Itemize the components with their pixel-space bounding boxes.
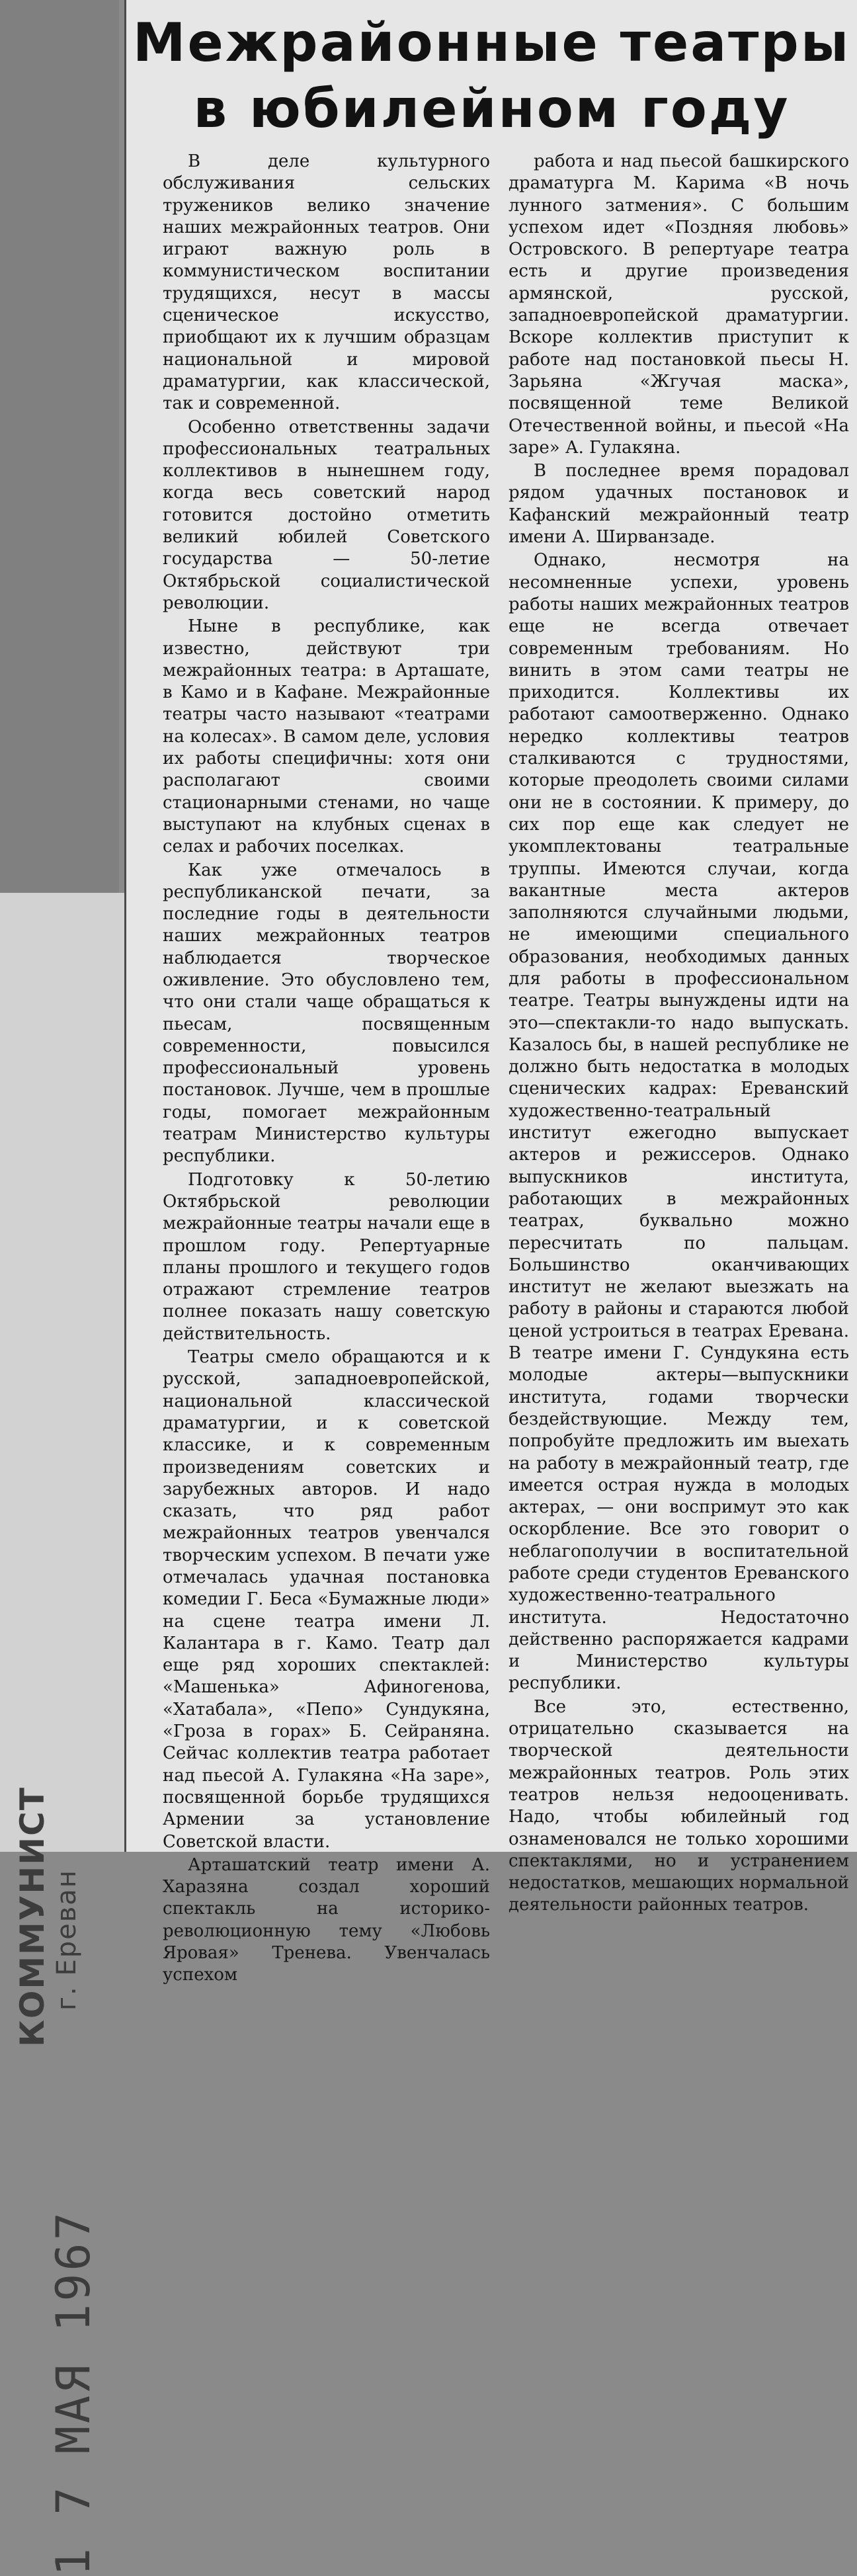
paragraph: Однако, несмотря на несомненные успехи, уровень работы наших межрайонных театров еще не всегда отвечает современным требованиям. Но винить в этом сами театры не приходится. Коллективы их работают самоотверженно. Однако нередко коллективы театров сталкиваются с трудностями, которые преодолеть своими силами они не в состоянии. К примеру, до сих пор еще как следует не укомплектованы театральные труппы. Имеются случаи, когда вакантные места актеров заполняются случайными людьми, не имеющими специального образования, необходимых данных для работы в профессиональном театре. Театры вынуждены идти на это—спектакли-то надо выпускать. Казалось бы, в нашей республике не должно быть недостатка в молодых сценических кадрах: Ереванский художественно-театральный институт ежегодно выпускает актеров и режиссеров. Однако выпускников института, работающих в межрайонных театрах, буквально можно пересчитать по пальцам. Большинство оканчивающих институт не желают выезжать на работу в районы и стараются любой ценой устроиться в театрах Еревана. В театре имени Г. Сундукяна есть молодые актеры—выпускники института, годами творчески бездействующие. Между тем, попробуйте предложить им выехать на работу в межрайонный театр, где имеется острая нужда в молодых актерах, — они воспримут это как оскорбление. Все это говорит о неблагополучии в воспитательной работе среди студентов Ереванского художественно-театрального института. Недостаточно действенно распоряжается кадрами и Министерство культуры республики.	[509, 550, 849, 1694]
scan-background	[0, 0, 119, 893]
article-column-right	[509, 151, 849, 1915]
paragraph: работа и над пьесой башкирского драматурга М. Карима «В ночь лунного затмения». С большим успехом идет «Поздняя любовь» Островского. В репертуаре театра есть и другие произведения армянской, русской, западноевропейской драматургии. Вскоре коллектив приступит к работе над постановкой пьесы Н. Зарьяна «Жгучая маска», посвященной теме Великой Отечественной войны, и пьесой «На заре» А. Гулакяна.	[509, 151, 849, 458]
paragraph: Подготовку к 50-летию Октябрьской революции межрайонные театры начали еще в прошлом году. Репертуарные планы прошлого и текущего годов отражают стремление театров полнее показать нашу советскую действительность.	[163, 1169, 490, 1344]
archive-stamp-card	[0, 893, 132, 2576]
headline-line-2: в юбилейном году	[193, 78, 790, 140]
date-stamp: 1 7 МАЯ 1967	[46, 2210, 101, 2576]
headline-line-1: Межрайонные театры	[132, 12, 851, 73]
paragraph: Театры смело обращаются и к русской, западноевропейской, национальной классической драматургии, и к советской классике, и к современным произведениям советских и зарубежных авторов. И надо сказать, что ряд работ межрайонных театров увенчался творческим успехом. В печати уже отмечалась удачная постановка комедии Г. Беса «Бумажные люди» на сцене театра имени Л. Калантара в г. Камо. Театр дал еще ряд хороших спектаклей: «Машенька» Афиногенова, «Хатабала», «Пепо» Сундукяна, «Гроза в горах» Б. Сейраняна. Сейчас коллектив театра работает над пьесой А. Гулакяна «На заре», посвященной борьбе трудящихся Армении за установление Советской власти.	[163, 1347, 490, 1852]
city-stamp: г. Ереван	[52, 1869, 82, 2011]
newspaper-name-stamp: КОММУНИСТ	[13, 1786, 52, 2047]
article-column-left	[163, 151, 490, 1985]
paragraph: Как уже отмечалось в республиканской печати, за последние годы в деятельности наших межрайонных театров наблюдается творческое оживление. Это обусловлено тем, что они стали чаще обращаться к пьесам, посвященным современности, повысился профессиональный уровень постановок. Лучше, чем в прошлые годы, помогает межрайонным театрам Министерство культуры республики.	[163, 860, 490, 1167]
paragraph: В последнее время порадовал рядом удачных постановок и Кафанский межрайонный театр имени А. Ширванзаде.	[509, 461, 849, 548]
paragraph: Ныне в республике, как известно, действуют три межрайонных театра: в Арташате, в Камо и в Кафане. Межрайонные театры часто называют «театрами на колесах». В самом деле, условия их работы специфичны: хотя они располагают своими стационарными стенами, но чаще выступают на клубных сценах в селах и рабочих поселках.	[163, 616, 490, 857]
paragraph: Все это, естественно, отрицательно сказывается на творческой деятельности межрайонных театров. Роль этих театров нельзя недооценивать. Надо, чтобы юбилейный год ознаменовался не только хорошими спектаклями, но и устранением недостатков, мешающих нормальной деятельности районных театров.	[509, 1696, 849, 1915]
newspaper-clipping	[124, 0, 857, 1985]
paragraph: Арташатский театр имени А. Харазяна создал хороший спектакль на историко-революционную тему «Любовь Яровая» Тренева. Увенчалась успехом	[163, 1854, 490, 1985]
paragraph: В деле культурного обслуживания сельских тружеников велико значение наших межрайонных театров. Они играют важную роль в коммунистическом воспитании трудящихся, несут в массы сценическое искусство, приобщают их к лучшим образцам национальной и мировой драматургии, как классической, так и современной.	[163, 151, 490, 414]
paragraph: Особенно ответственны задачи профессиональных театральных коллективов в нынешнем году, когда весь советский народ готовится достойно отметить великий юбилей Советского государства — 50-летие Октябрьской социалистической революции.	[163, 417, 490, 613]
